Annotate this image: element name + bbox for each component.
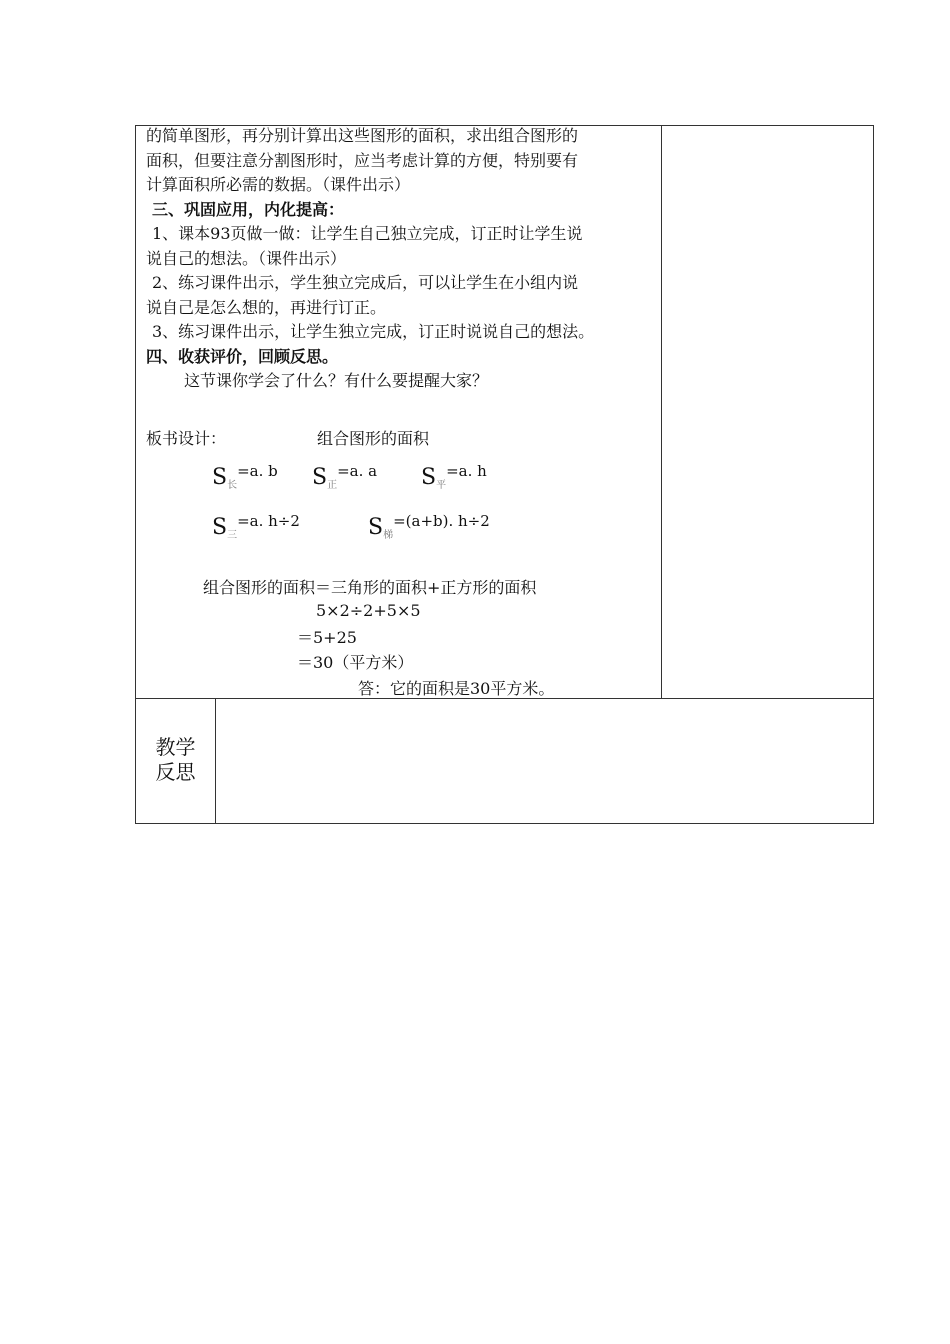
reflection-content[interactable] <box>216 699 873 823</box>
text-line: 计算面积所必需的数据。（课件出示） <box>146 175 411 194</box>
reflection-label <box>136 735 215 785</box>
text-line: 1、课本93页做一做：让学生自己独立完成，订正时让学生说 <box>152 224 583 243</box>
board-label: 板书设计： <box>146 429 227 448</box>
square-formula: $S_正^{=a. a}$ <box>312 462 378 491</box>
text-line: 2、练习课件出示，学生独立完成后，可以让学生在小组内说 <box>152 273 579 292</box>
trapezoid-formula: $S_梯^{=(a+b). h\div 2}$ <box>368 512 490 541</box>
text-line: 说自己是怎么想的，再进行订正。 <box>146 297 387 317</box>
text-line: 这节课你学会了什么？有什么要提醒大家？ <box>184 371 489 390</box>
text-line: 说自己的想法。（课件出示） <box>146 248 347 268</box>
reflection-label-line: 反思 <box>155 760 196 784</box>
calc-line: ＝5+25 <box>297 628 357 647</box>
lesson-content <box>146 126 664 394</box>
calc-line: ＝30（平方米） <box>297 653 414 672</box>
calc-line: 组合图形的面积＝三角形的面积+正方形的面积 <box>203 578 537 597</box>
answer-line: 答：它的面积是30平方米。 <box>358 679 555 698</box>
section-heading: 四、收获评价，回顾反思。 <box>146 346 339 366</box>
section-heading: 三、巩固应用，内化提高： <box>152 199 345 219</box>
reflection-label-line: 教学 <box>155 735 196 759</box>
rectangle-formula: $S_长^{=a. b}$ <box>212 462 278 491</box>
text-line: 的简单图形，再分别计算出这些图形的面积，求出组合图形的 <box>146 126 579 145</box>
triangle-formula: $S_三^{=a. h\div 2}$ <box>212 512 300 541</box>
lesson-table <box>135 125 874 824</box>
calc-line: 5×2÷2+5×5 <box>316 601 421 620</box>
text-line: 面积，但要注意分割图形时，应当考虑计算的方便，特别要有 <box>146 150 579 170</box>
parallelogram-formula: $S_平^{=a. h}$ <box>421 462 487 491</box>
text-line: 3、练习课件出示，让学生独立完成，订正时说说自己的想法。 <box>152 322 595 341</box>
board-title: 组合图形的面积 <box>317 429 430 448</box>
